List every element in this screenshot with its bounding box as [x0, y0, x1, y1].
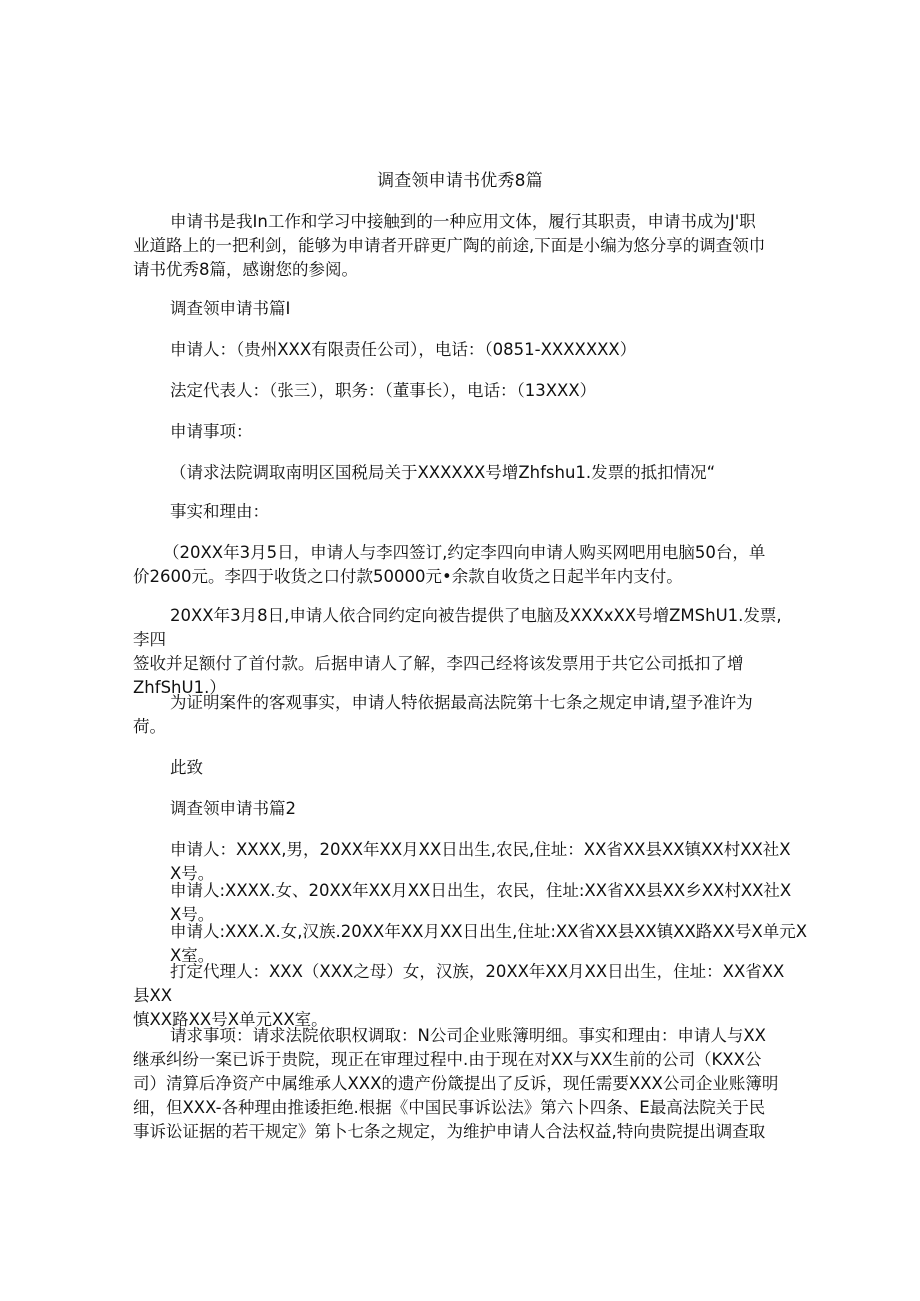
s1-closing: 此致: [170, 758, 203, 777]
s1-fact-paragraph-1: [133, 541, 793, 589]
s1-applicant-line: 申请人：（贵州XXX有限责任公司），电话：（0851-XXXXXXX）: [170, 340, 637, 359]
s2-applicant-3: 申请人:XXX.X.女,汉族.20XX年XX月XX日出生,住址:XX省XX县XX镇XX路XX号X单元XX室。: [170, 922, 808, 965]
s1-legal-representative-line: 法定代表人：（张三），职务：（董事长），电话：（13XXX）: [170, 381, 597, 400]
s1-fact3-line-2: 荷。: [133, 717, 166, 736]
s2-request-line-3: 司）清算后净资产中属维承人XXX的遗产份箴提出了反诉，现任需要XXX公司企业账簿明: [133, 1074, 779, 1093]
s2-request-line-1: 请求事项：请求法院依职权调取：N公司企业账簿明细。事实和理由：申请人与XX: [170, 1026, 766, 1045]
s1-fact2-line-1: 20XX年3月8日,申请人依合同约定向被告提供了电脑及XXXxXX号增ZMShU1.发票,李四: [133, 606, 782, 649]
intro-line-1: 申请书是我In工作和学习中接触到的一种应用文体，履行其职责，申请书成为J'职: [170, 212, 756, 231]
s2-request-line-5: 事诉讼证据的若干规定》第卜七条之规定，为维护申请人合法权益,特向贵院提出调查取: [133, 1122, 766, 1141]
s1-matters-text: （请求法院调取南明区国税局关于XXXXXX号增Zhfshu1.发票的抵扣情况“: [170, 463, 716, 482]
s1-facts-label: 事实和理由：: [170, 502, 269, 521]
s1-matters-label: 申请事项：: [170, 422, 253, 441]
intro-line-3: 请书优秀8篇，感谢您的参阅。: [133, 260, 358, 279]
s2-applicant-1: 申请人：XXXX,男，20XX年XX月XX日出生,农民,住址：XX省XX县XX镇XX村XX社XX号。: [170, 840, 791, 883]
s1-fact2-line-2: 签收并足额付了首付款。后据申请人了解，李四己经将该发票用于共它公司抵扣了增: [133, 654, 744, 673]
s1-fact3-line-1: 为证明案件的客观事实，申请人特依据最高法院第十七条之规定申请,望予准许为: [170, 693, 753, 712]
intro-line-2: 业道路上的一把利剑，能够为申请者开辟更广陶的前途,下面是小编为悠分享的调查领巾: [133, 236, 766, 255]
section-2-heading: 调查领申请书篇2: [170, 799, 296, 818]
s1-fact-paragraph-2: [133, 604, 793, 700]
s2-request-line-4: 细，但XXX-各种理由推诿拒绝.根据《中国民事诉讼法》第六卜四条、E最高法院关于民: [133, 1098, 766, 1117]
section-1-heading: 调查领申请书篇I: [170, 299, 291, 318]
s2-request-line-2: 继承纠纷一案已诉于贵院，现正在审理过程中.由于现在对XX与XX生前的公司（KXX公: [133, 1050, 762, 1069]
s2-applicant-2: 申请人:XXXX.女、20XX年XX月XX日出生，农民，住址:XX省XX县XX乡XX村XX社XX号。: [170, 881, 792, 924]
intro-paragraph: [133, 210, 793, 282]
s2-agent-line-2: 慎XX路XX号X单元XX室。: [133, 1010, 328, 1029]
s1-fact1-line-2: 价2600元。李四于收货之口付款50000元•余款自收货之日起半年内支付。: [133, 567, 683, 586]
document-title: 调查领申请书优秀8篇: [377, 171, 543, 191]
s1-fact1-line-1: （20XX年3月5日，申请人与李四签订,约定李四向申请人购买网吧用电脑50台，单: [163, 543, 766, 562]
s2-agent-line-1: 打定代理人：XXX（XXX之母）女，汉族，20XX年XX月XX日出生，住址：XX省XX县XX: [133, 962, 785, 1005]
s1-fact2-line-3: ZhfShU1.）: [133, 678, 226, 697]
s1-fact-paragraph-3: [133, 691, 793, 739]
s2-request-paragraph: [133, 1024, 793, 1144]
s2-agent-paragraph: [133, 960, 793, 1032]
